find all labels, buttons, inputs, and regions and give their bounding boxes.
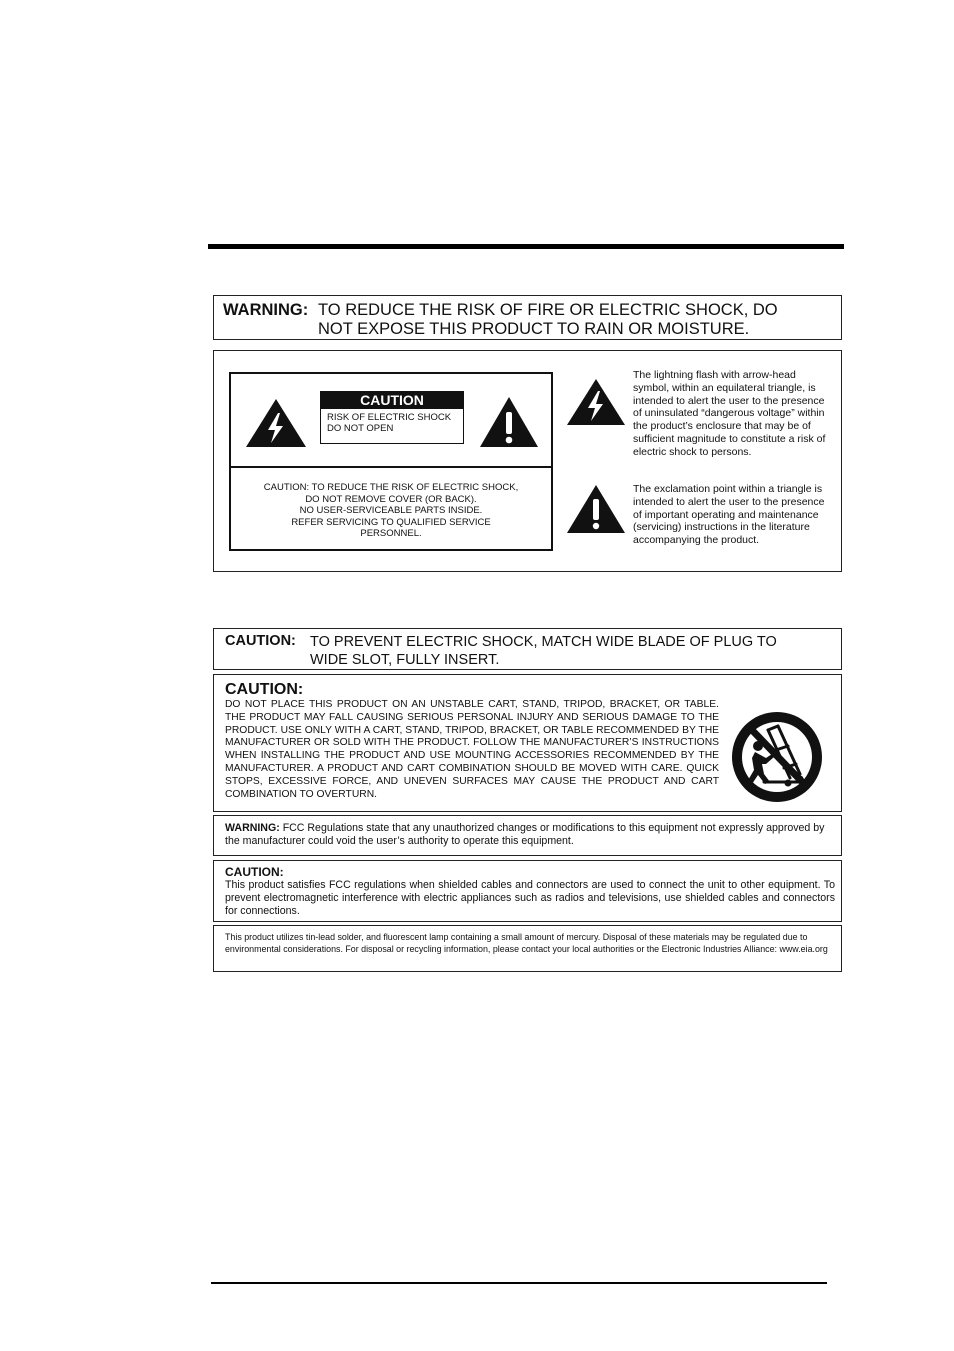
- disposal-notice-text: This product utilizes tin-lead solder, and fluorescent lamp containing a small amount of mercury. Disposal of these materials may be regulated due to environmental considerations. For disposal or recycling information, please contact your local authorities or the Electronic Industries Alliance: www.eia.org: [225, 932, 828, 954]
- warning-moisture-text: [318, 301, 838, 339]
- caution-label-line: NO USER-SERVICEABLE PARTS INSIDE.: [299, 505, 483, 516]
- caution-cart-title: CAUTION:: [225, 681, 304, 698]
- exclamation-description: The exclamation point within a triangle is intended to alert the user to the presence of important operating and maintenance (servicing) instructions in the literature accompanying the product.: [633, 483, 825, 547]
- caution-plug-line2: WIDE SLOT, FULLY INSERT.: [310, 652, 500, 668]
- caution-plug-box: [213, 628, 842, 670]
- caution-label-line: REFER SERVICING TO QUALIFIED SERVICE: [291, 516, 491, 528]
- caution-plate: [320, 391, 464, 444]
- top-rule: [208, 244, 844, 249]
- exclamation-triangle-icon: [565, 483, 627, 535]
- fcc-warning-box: [213, 815, 842, 856]
- caution-cart-box: [213, 674, 842, 812]
- lightning-description: The lightning flash with arrow-head symbol, within an equilateral triangle, is intended to alert the user to the presence of uninsulated “dangerous voltage” within the product’s enclosure that may be of sufficient magnitude to constitute a risk of electric shock to persons.: [633, 369, 826, 458]
- fcc-caution-body: This product satisfies FCC regulations when shielded cables and connectors are used to connect the unit to other equipment. To prevent electromagnetic interference with electric appliances such as radios and televisions, use shielded cables and connectors for connections.: [225, 879, 835, 917]
- bottom-rule: [211, 1282, 827, 1284]
- caution-plug-text: [310, 633, 835, 669]
- caution-plug-line1: TO PREVENT ELECTRIC SHOCK, MATCH WIDE BLADE OF PLUG TO: [310, 634, 777, 650]
- caution-label-line: DO NOT REMOVE COVER (OR BACK).: [305, 493, 477, 505]
- disposal-notice-box: [213, 925, 842, 972]
- caution-plug-label: CAUTION:: [225, 633, 296, 649]
- label-divider: [231, 466, 551, 468]
- fcc-warning-label: WARNING:: [225, 822, 280, 834]
- warning-moisture-line2: NOT EXPOSE THIS PRODUCT TO RAIN OR MOISTURE.: [318, 320, 750, 338]
- caution-label-panel: [229, 372, 553, 551]
- caution-cart-body: DO NOT PLACE THIS PRODUCT ON AN UNSTABLE CART, STAND, TRIPOD, BRACKET, OR TABLE. THE PRODUCT MAY FALL CAUSING SERIOUS PERSONAL INJURY AND SERIOUS DAMAGE TO THE PRODUCT. USE ONLY WITH A CART, STAND, TRIPOD, BRACKET, OR TABLE RECOMMENDED BY THE MANUFACTURER OR SOLD WITH THE PRODUCT. FOLLOW THE MANUFACTURER’S INSTRUCTIONS WHEN INSTALLING THE PRODUCT AND USE MOUNTING ACCESSORIES RECOMMENDED BY THE MANUFACTURER. A PRODUCT AND CART COMBINATION SHOULD BE MOVED WITH CARE. QUICK STOPS, EXCESSIVE FORCE, AND UNEVEN SURFACES MAY CAUSE THE PRODUCT AND CART COMBINATION TO OVERTURN.: [225, 699, 719, 800]
- lightning-triangle-icon: [244, 397, 308, 449]
- fcc-warning-body: FCC Regulations state that any unauthorized changes or modifications to this equipment not expressly approved by the manufacturer could void the user’s authority to operate this equipment.: [225, 822, 825, 847]
- caution-plate-line2: DO NOT OPEN: [327, 423, 394, 434]
- lightning-triangle-icon: [565, 377, 627, 427]
- cart-tip-over-icon: [728, 708, 826, 806]
- fcc-warning-text: [225, 822, 833, 848]
- caution-label-line: PERSONNEL.: [360, 528, 422, 539]
- safety-symbols-box: [213, 350, 842, 572]
- fcc-caution-box: [213, 860, 842, 922]
- fcc-caution-title: CAUTION:: [225, 865, 284, 879]
- caution-label-line: CAUTION: TO REDUCE THE RISK OF ELECTRIC SHOCK,: [263, 482, 519, 493]
- caution-plate-title: CAUTION: [321, 392, 463, 409]
- warning-moisture-box: [213, 295, 842, 340]
- warning-label: WARNING:: [223, 301, 309, 319]
- exclamation-triangle-icon: [478, 395, 540, 449]
- caution-plate-line1: RISK OF ELECTRIC SHOCK: [327, 412, 452, 423]
- caution-label-text: [231, 482, 551, 540]
- warning-moisture-line1: TO REDUCE THE RISK OF FIRE OR ELECTRIC SHOCK, DO: [318, 301, 778, 319]
